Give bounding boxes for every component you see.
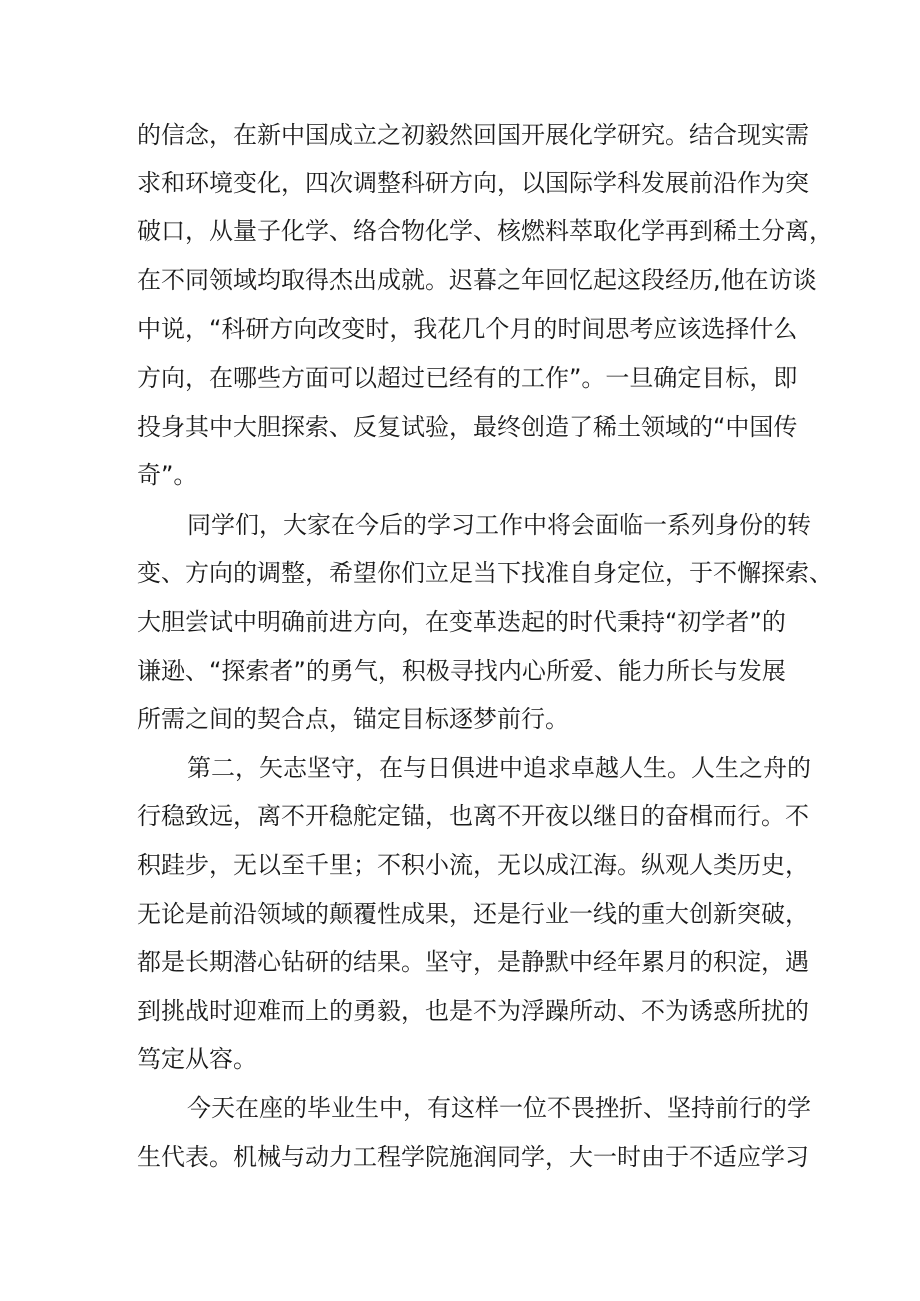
paragraph-1-line-6: 方向，在哪些方面可以超过已经有的工作”。一旦确定目标，即 [137, 364, 798, 392]
paragraph-2-line-4: 谦逊、“探索者”的勇气，积极寻找内心所爱、能力所长与发展 [137, 657, 786, 685]
paragraph-4-line-2: 生代表。机械与动力工程学院施润同学，大一时由于不适应学习 [137, 1143, 809, 1171]
paragraph-3-line-7: 笃定从容。 [137, 1045, 257, 1073]
paragraph-2-line-2: 变、方向的调整，希望你们立足当下找准自身定位，于不懈探索、 [137, 559, 833, 587]
paragraph-1-line-5: 中说，“科研方向改变时，我花几个月的时间思考应该选择什么 [137, 315, 798, 343]
paragraph-1-line-3: 破口，从量子化学、络合物化学、核燃料萃取化学再到稀土分离， [137, 217, 833, 245]
paragraph-2-line-5: 所需之间的契合点，锚定目标逐梦前行。 [137, 705, 569, 733]
paragraph-3-line-4: 无论是前沿领域的颠覆性成果，还是行业一线的重大创新突破， [137, 900, 809, 928]
paragraph-2-line-3: 大胆尝试中明确前进方向，在变革迭起的时代秉持“初学者”的 [137, 608, 786, 636]
paragraph-2-line-1: 同学们，大家在今后的学习工作中将会面临一系列身份的转 [187, 511, 811, 539]
paragraph-3-line-1: 第二，矢志坚守，在与日俱进中追求卓越人生。人生之舟的 [187, 754, 811, 782]
paragraph-3-line-6: 到挑战时迎难而上的勇毅，也是不为浮躁所动、不为诱惑所扰的 [137, 997, 809, 1025]
paragraph-4-line-1: 今天在座的毕业生中，有这样一位不畏挫折、坚持前行的学 [187, 1094, 811, 1122]
paragraph-3-line-5: 都是长期潜心钻研的结果。坚守，是静默中经年累月的积淀，遇 [137, 948, 809, 976]
paragraph-1-line-1: 的信念，在新中国成立之初毅然回国开展化学研究。结合现实需 [137, 121, 809, 149]
paragraph-1-line-2: 求和环境变化，四次调整科研方向，以国际学科发展前沿作为突 [137, 169, 809, 197]
paragraph-3-line-2: 行稳致远，离不开稳舵定锚，也离不开夜以继日的奋楫而行。不 [137, 802, 809, 830]
paragraph-1-line-4: 在不同领域均取得杰出成就。迟暮之年回忆起这段经历,他在访谈 [137, 266, 817, 294]
paragraph-1-line-7: 投身其中大胆探索、反复试验，最终创造了稀土领域的“中国传 [137, 413, 798, 441]
paragraph-1-line-8: 奇”。 [137, 461, 198, 489]
paragraph-3-line-3: 积跬步，无以至千里；不积小流，无以成江海。纵观人类历史， [137, 851, 809, 879]
